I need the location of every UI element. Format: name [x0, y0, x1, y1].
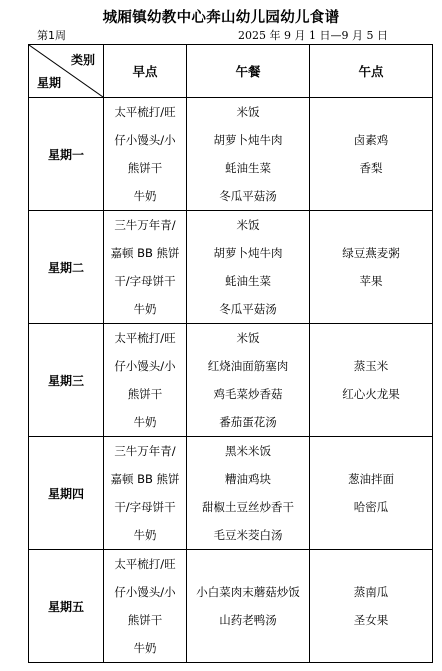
lunch-cell: [187, 550, 310, 663]
breakfast-cell: [104, 437, 187, 550]
lunch-item: 胡萝卜炖牛肉: [213, 133, 283, 147]
header-row: [29, 45, 433, 98]
snack-cell: [310, 550, 433, 663]
breakfast-item: 牛奶: [133, 189, 157, 203]
breakfast-item: 三牛万年青/: [114, 444, 176, 458]
snack-cell: [310, 211, 433, 324]
lunch-item: 鸡毛菜炒香菇: [213, 387, 283, 401]
lunch-item: 小白菜肉末蘑菇炒饭: [196, 585, 300, 599]
day-cell: 星期一: [29, 98, 104, 211]
day-cell: 星期二: [29, 211, 104, 324]
breakfast-item: 干/字母饼干: [114, 500, 176, 514]
breakfast-item: 牛奶: [133, 528, 157, 542]
table-row: [29, 211, 433, 324]
breakfast-item: 牛奶: [133, 415, 157, 429]
lunch-item: 黑米米饭: [225, 444, 271, 458]
menu-table: [28, 44, 433, 663]
breakfast-item: 太平梳打/旺: [114, 557, 176, 571]
lunch-item: 红烧油面筋塞肉: [207, 359, 289, 373]
day-cell: 星期五: [29, 550, 104, 663]
breakfast-item: 三牛万年青/: [114, 218, 176, 232]
lunch-cell: [187, 211, 310, 324]
snack-item: 绿豆燕麦粥: [342, 246, 400, 260]
lunch-item: 毛豆米茭白汤: [213, 528, 283, 542]
lunch-item: 冬瓜平菇汤: [219, 189, 277, 203]
breakfast-item: 太平梳打/旺: [114, 105, 176, 119]
column-header-breakfast: 早点: [104, 45, 187, 98]
table-row: [29, 98, 433, 211]
day-cell: 星期四: [29, 437, 104, 550]
breakfast-cell: [104, 324, 187, 437]
lunch-item: 米饭: [236, 218, 260, 232]
table-row: [29, 437, 433, 550]
breakfast-item: 熊饼干: [127, 387, 163, 401]
snack-item: 圣女果: [353, 613, 389, 627]
breakfast-item: 仔小馒头/小: [114, 133, 176, 147]
column-header-lunch: 午餐: [187, 45, 310, 98]
breakfast-item: 牛奶: [133, 302, 157, 316]
breakfast-item: 嘉顿 BB 熊饼: [110, 246, 180, 260]
lunch-item: 甜椒土豆丝炒香干: [202, 500, 294, 514]
week-label: 第1周: [37, 29, 66, 42]
day-cell: 星期三: [29, 324, 104, 437]
breakfast-cell: [104, 98, 187, 211]
table-row: [29, 324, 433, 437]
breakfast-item: 熊饼干: [127, 613, 163, 627]
snack-item: 卤素鸡: [353, 133, 389, 147]
snack-item: 哈密瓜: [353, 500, 389, 514]
breakfast-cell: [104, 211, 187, 324]
snack-item: 蒸玉米: [353, 359, 389, 373]
lunch-item: 胡萝卜炖牛肉: [213, 246, 283, 260]
lunch-cell: [187, 324, 310, 437]
lunch-item: 米饭: [236, 105, 260, 119]
table-row: [29, 550, 433, 663]
snack-item: 蒸南瓜: [353, 585, 389, 599]
page-title: 城厢镇幼教中心奔山幼儿园幼儿食谱: [102, 10, 340, 26]
snack-cell: [310, 437, 433, 550]
breakfast-item: 熊饼干: [127, 161, 163, 175]
breakfast-cell: [104, 550, 187, 663]
category-label: 类别: [70, 53, 95, 67]
lunch-cell: [187, 98, 310, 211]
weekday-label: 星期: [37, 76, 62, 90]
lunch-item: 蚝油生菜: [225, 274, 271, 288]
lunch-cell: [187, 437, 310, 550]
snack-item: 红心火龙果: [342, 387, 400, 401]
snack-item: 葱油拌面: [348, 472, 394, 486]
breakfast-item: 太平梳打/旺: [114, 331, 176, 345]
lunch-item: 蚝油生菜: [225, 161, 271, 175]
lunch-item: 米饭: [236, 331, 260, 345]
lunch-item: 番茄蛋花汤: [219, 415, 277, 429]
snack-item: 香梨: [359, 161, 383, 175]
lunch-item: 糟油鸡块: [225, 472, 271, 486]
breakfast-item: 嘉顿 BB 熊饼: [110, 472, 180, 486]
breakfast-item: 仔小馒头/小: [114, 585, 176, 599]
column-header-snack: 午点: [310, 45, 433, 98]
snack-cell: [310, 324, 433, 437]
diagonal-header-cell: [29, 45, 104, 98]
breakfast-item: 干/字母饼干: [114, 274, 176, 288]
breakfast-item: 牛奶: [133, 641, 157, 655]
snack-item: 苹果: [359, 274, 383, 288]
date-range: 2025 年 9 月 1 日—9 月 5 日: [238, 29, 388, 42]
breakfast-item: 仔小馒头/小: [114, 359, 176, 373]
lunch-item: 冬瓜平菇汤: [219, 302, 277, 316]
snack-cell: [310, 98, 433, 211]
lunch-item: 山药老鸭汤: [219, 613, 277, 627]
